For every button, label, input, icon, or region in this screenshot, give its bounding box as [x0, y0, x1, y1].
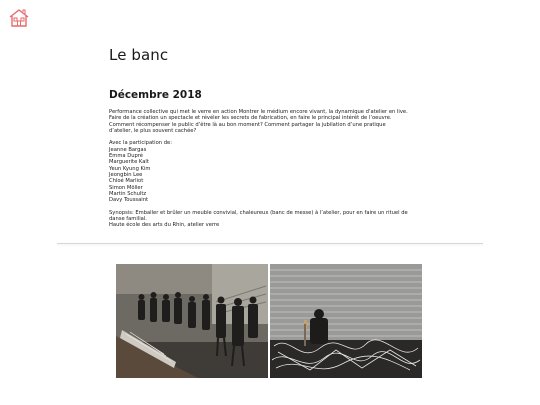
page-title: Le banc [109, 46, 169, 64]
school-credit: Haute école des arts du Rhin, atelier verre [109, 222, 220, 229]
participant-item: Yeun Kyung Kim [109, 165, 151, 172]
article-body [109, 109, 409, 229]
participant-item: Jeanne Bargas [109, 146, 147, 153]
participant-item: Davy Toussaint [109, 197, 149, 204]
participant-item: Martin Schultz [109, 190, 147, 197]
participant-item: Jeongbin Lee [109, 171, 143, 178]
photo-bench-wrapping[interactable] [270, 264, 422, 378]
section-divider [57, 243, 483, 244]
participants-intro: Avec la participation de: [109, 140, 172, 147]
participant-item: Chloé Marliot [109, 178, 144, 185]
participant-item: Marguerite Kalt [109, 159, 149, 166]
photo-workshop-crowd[interactable] [116, 264, 268, 378]
participant-item: Simon Möller [109, 184, 143, 191]
synopsis-text: Synopsis: Emballer et brûler un meuble convivial, chaleureux (banc de messe) à l’atelier, pour en faire un rituel de danse familial. [109, 209, 408, 223]
page-subtitle: Décembre 2018 [109, 89, 202, 101]
home-link[interactable] [8, 8, 30, 28]
description-paragraph: Performance collective qui met le verre en action Montrer le médium encore vivant, la dynamique d’atelier en live. Faire de la création un spectacle et révéler les secrets de fabrication, en faire le principal intérêt de l’oeuvre. Comment récompenser le public d’être là au bon moment? Comment partager la jubilation d’une pratique d’atelier, le plus souvent cachée? [109, 109, 408, 134]
participant-item: Emma Dupré [109, 153, 143, 160]
house-icon [8, 8, 30, 28]
participants-list [109, 147, 409, 204]
